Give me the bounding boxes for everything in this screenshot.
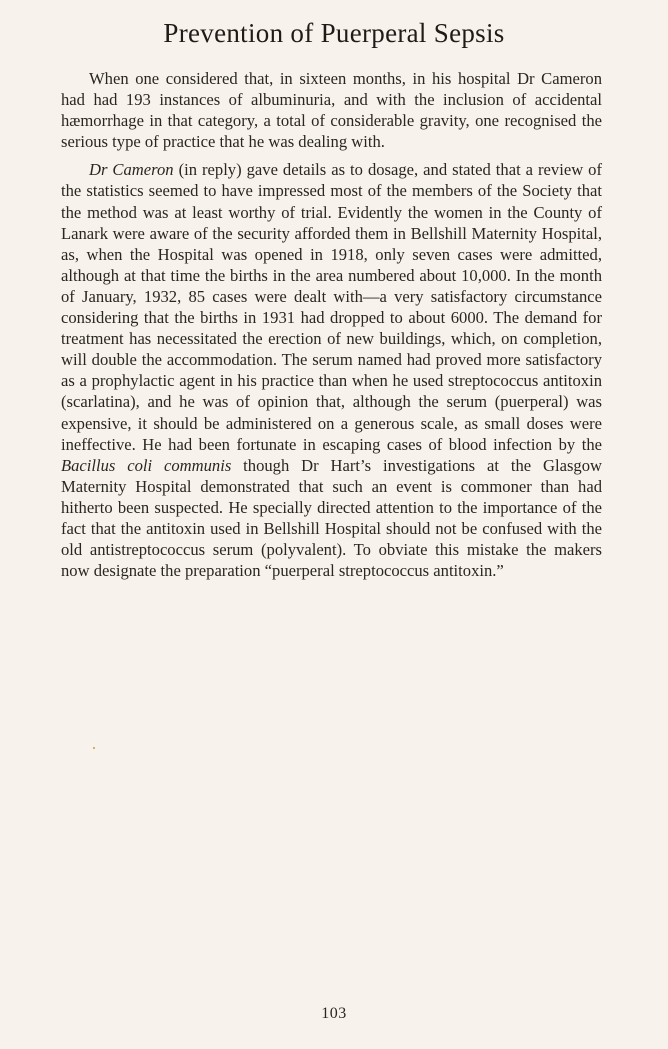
paper-speck	[93, 747, 95, 749]
paragraph-1: When one considered that, in sixteen months, in his hospital Dr Cameron had had 193 instances of albuminuria, and with the inclusion of accidental hæmorrhage in that category, a total of considerable gravity, one recognised the serious type of practice that he was dealing with.	[61, 69, 602, 152]
paragraph-2-text-b: though Dr Hart’s investigations at the Glasgow Maternity Hospital demonstrated that such an event is commoner than had hitherto been suspected. He specially directed attention to the importance of the fact that the antitoxin used in Bellshill Hospital should not be confused with the old antistreptococcus serum (polyvalent). To obviate this mistake the makers now designate the preparation “puerperal streptococcus antitoxin.”	[61, 455, 602, 581]
running-head: Prevention of Puerperal Sepsis	[163, 18, 505, 48]
organism-name: Bacillus coli communis	[61, 455, 232, 475]
body-text	[61, 68, 602, 588]
page-number: 103	[321, 1005, 347, 1022]
speaker-name: Dr Cameron	[89, 160, 174, 180]
paragraph-2	[61, 159, 602, 581]
paragraph-2-text-a: (in reply) gave details as to dosage, and stated that a review of the statistics seemed to have impressed most of the members of the Society that the method was at least worthy of trial. Evidently the women in the County of Lanark were aware of the security afforded them in Bellshill Maternity Hospital, as, when the Hospital was opened in 1918, only seven cases were admitted, although at that time the births in the area numbered about 10,000. In the month of January, 1932, 85 cases were dealt with—a very satisfactory circumstance considering that the births in 1931 had dropped to about 6000. The demand for treatment has necessitated the erection of new buildings, which, on completion, will double the accommodation. The serum named had proved more satisfactory as a prophylactic agent in his practice than when he used streptococcus antitoxin (scarlatina), and he was of opinion that, although the serum (puerperal) was expensive, it should be administered on a generous scale, as small doses were ineffective. He had been fortunate in escaping cases of blood infection by the	[61, 160, 602, 454]
